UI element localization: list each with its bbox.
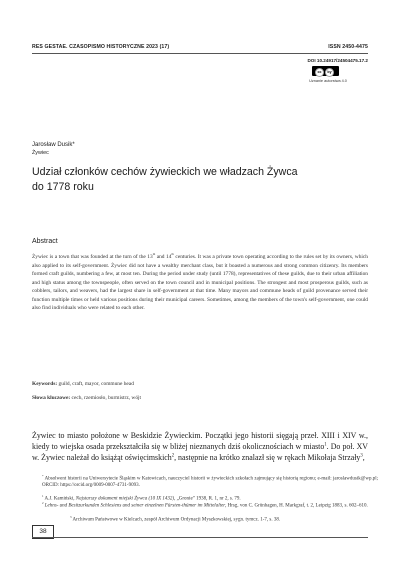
abstract-text: Żywiec is a town that was founded at the turn of the 13th and 14th centuries. It was a private town operating according to the rules set by its owners, which also applied to its self-government. Żywiec did not have a wealthy merchant class, but it boasted a numerous and strong common citizenry. Its members formed craft guilds, numbering a few, at most ten. During the period under study (until 1778), representatives of these guilds, due to their urban affiliation and high status among the townspeople, often served on the town council and in municipal positions. The strongest and most prosperous guilds, such as cobblers, tailors, and weavers, had the largest share in self-government at that time. Many mayors and commune heads of guild provenance served their function multiple times or held various positions during their municipal careers. Sometimes, among the members of the town's self-government, one could also find individuals who were related to each other. — [32, 252, 368, 311]
issn: ISSN 2450-4475 — [328, 44, 368, 50]
footnote-author: * Absolwent historii na Uniwersytecie Śląskim w Katowicach, nauczyciel historii w żywieckich szkołach zajmujący się historią regionu; e-mail: jaroslawdusik@wp.pl; ORCID: https://orcid.org/0009-0007-4731-9093. — [42, 474, 378, 489]
cc-icon: cc — [315, 68, 324, 77]
license-text: Uznanie autorstwa 4.0 — [309, 79, 347, 83]
page-number: 38 — [32, 525, 54, 539]
slowa-kluczowe: Słowa kluczowe: cech, rzemiosło, burmistrz, wójt — [32, 395, 142, 401]
keywords: Keywords: guild, craft, mayor, commune head — [32, 381, 134, 387]
author-affiliation: Żywiec — [32, 150, 49, 156]
journal-header: RES GESTAE. CZASOPISMO HISTORYCZNE 2023 (17) — [32, 44, 170, 50]
footnote-2: $^2$ Lehns- und Besitzurkunden Schlesiens und seiner einzelnen Fürsten-thümer im Mittelalter, Hrsg. von C. Grünhagen, H. Markgraf, t. 2, Leipzig 1883, s. 602–610. — [42, 501, 368, 509]
footer-rule — [32, 537, 368, 538]
abstract-heading: Abstract — [32, 238, 58, 245]
footnote-3: $^3$ Archiwum Państwowe w Kielcach, zespół Archiwum Ordynacji Myszkowskiej, sygn. tymcz. 1-7, s. 38. — [70, 515, 281, 523]
article-title — [32, 165, 368, 195]
doi[interactable]: DOI 10.24917/24504475.17.2 — [307, 58, 368, 63]
title-line-2: do 1778 roku — [32, 181, 94, 193]
by-icon: by — [325, 68, 334, 77]
author-name: Jarosław Dusik* — [32, 142, 75, 148]
body-paragraph: Żywiec to miasto położone w Beskidzie Żywieckim. Początki jego historii sięgają przeł. XIII i XIV w., kiedy to wiejska osada przekształciła się w bliżej nieznanych dziś okolicznościach w miasto$^1$. Do poł. XV w. Żywiec należał do książąt oświęcimskich$^2$, następnie na krótko znalazł się w rękach Mikołaja Strzały$^3$, — [32, 431, 368, 462]
footnote-1: $^1$ A.J. Kamiński, Najstarszy dokument miejski Żywca (10 IX 1432), „Gronie” 1938, R. 1, nr 2, s. 79. — [42, 494, 241, 502]
header-rule — [32, 53, 368, 54]
title-line-1: Udział członków cechów żywieckich we władzach Żywca — [32, 166, 298, 178]
cc-license-badge[interactable] — [312, 66, 339, 76]
